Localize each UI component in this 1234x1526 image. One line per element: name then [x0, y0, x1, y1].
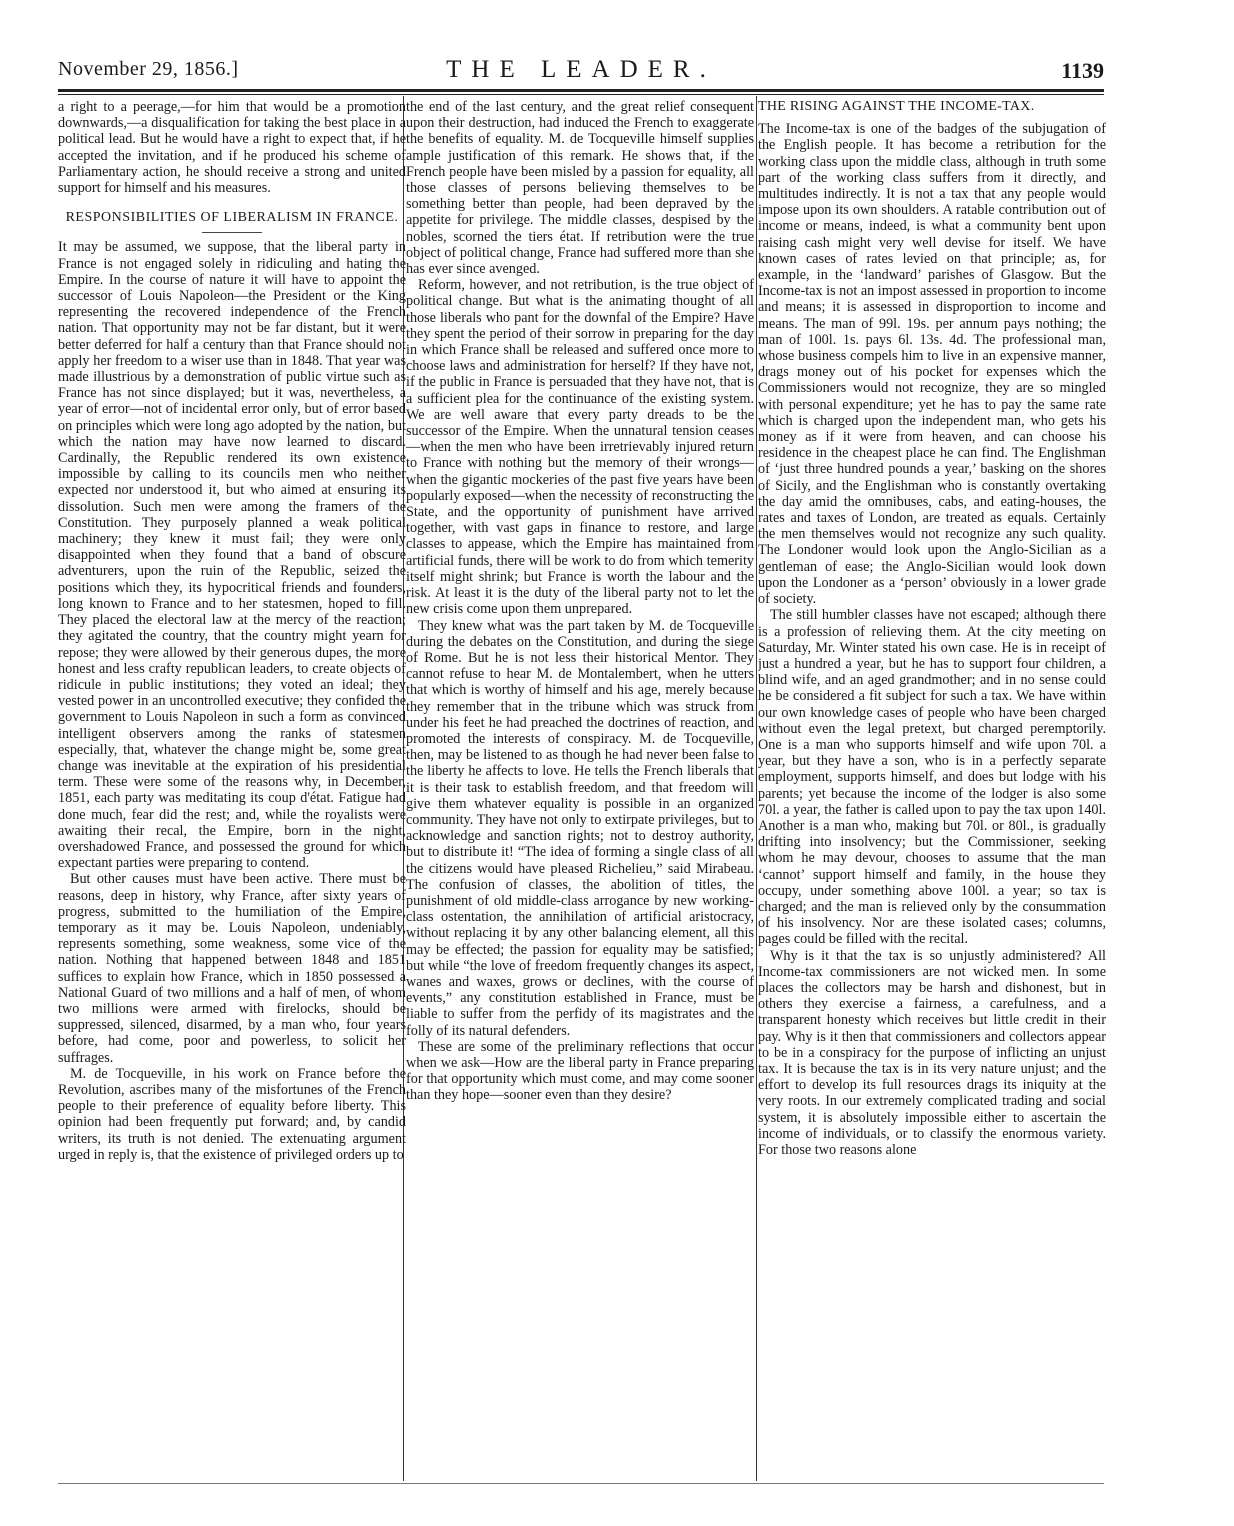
- paragraph: a right to a peerage,—for him that would be a promotion downwards,—a disqualification for taking the best place in a political lead. But he would have a right to expect that, if he accepted the invitation, and if he produced his scheme of Parliamentary action, he should receive a strong and united support for himself and his measures.: [58, 99, 406, 197]
- issue-date: November 29, 1856.]: [58, 58, 239, 80]
- paragraph: The still humbler classes have not escaped; although there is a profession of relieving them. At the city meeting on Saturday, Mr. Winter stated his own case. He is in receipt of just a hundred a year, but he has to support four children, a blind wife, and an aged grandmother; and in no sense could he be considered a fit subject for such a tax. We have within our own knowledge cases of people who have been charged without even the legal pretext, but charged peremptorily. One is a man who supports himself and wife upon 70l. a year, but they have a son, who is in a perfectly separate employment, supports himself, and does but lodge with his parents; yet because the income of the lodger is also some 70l. a year, the father is called upon to pay the tax upon 140l. Another is a man who, making but 70l. or 80l., is gradually drifting into insolvency; but the Commissioner, seeking whom he may devour, chooses to assume that the man ‘cannot’ support himself and family, in the house they occupy, under something above 100l. a year; so tax is charged; and the man is relieved only by the consummation of his insolvency. Nor are these isolated cases; columns, pages could be filled with the recital.: [758, 607, 1106, 948]
- paragraph: It may be assumed, we suppose, that the liberal party in France is not engaged solely in ridiculing and hating the Empire. In the course of nature it will have to appoint the successor of Louis Napoleon—the President or the King representing the recovered independence of the French nation. That opportunity may not be far distant, but it were better deferred for half a century than that France should not apply her freedom to a wiser use than in 1848. That year was made illustrious by a demonstration of public virtue such as France has not since displayed; but it was, nevertheless, a year of error—not of incidental error only, but of error based on principles which were long ago adopted by the nation, but which the nation may have now learned to discard. Cardinally, the Republic rendered its own existence impossible by calling to its councils men who neither expected nor understood it, but who aimed at ensuring its dissolution. Such men were among the framers of the Constitution. They purposely planned a weak political machinery; they knew it must fail; they were only disappointed when they found that a band of obscure adventurers, upon the ruin of the Republic, seized the positions which they, its hypocritical friends and founders, long known to France and to her statesmen, hoped to fill. They placed the electoral law at the mercy of the reaction; they agitated the country, that the country might yearn for repose; they were allowed by their generous dupes, the more honest and less crafty republican leaders, to create objects of ridicule in public institutions; they voted an ideal; they vested power in an uncontrolled executive; they confided the government to Louis Napoleon in such a form as convinced intelligent observers among the ranks of statesmen especially, that, whatever the change might be, some great change was inevitable at the expiration of his presidential term. These were some of the reasons why, in December, 1851, each party was meditating its coup d'état. Fatigue had done much, fear did the rest; and, while the royalists were awaiting their recal, the Empire, born in the night, overshadowed France, and possessed the ground for which expectant parties were preparing to contend.: [58, 239, 406, 872]
- paragraph: But other causes must have been active. There must be reasons, deep in history, why France, after sixty years of progress, submitted to the humiliation of the Empire, temporary as it may be. Louis Napoleon, undeniably, represents something, some weakness, some vice of the nation. Nothing that happened between 1848 and 1851 suffices to explain how France, which in 1850 possessed a National Guard of two millions and a half of men, of whom two millions were armed with firelocks, should be suppressed, silenced, disarmed, by a man who, four years before, had come, poor and powerless, to solicit her suffrages.: [58, 871, 406, 1066]
- paragraph: Reform, however, and not retribution, is the true object of political change. But what is the animating thought of all those liberals who pant for the downfal of the Empire? Have they spent the period of their sorrow in preparing for the day in which France shall be released and suffered once more to choose laws and administration for herself? If they have not, if the public in France is persuaded that they have not, that is a sufficient plea for the continuance of the existing system. We are well aware that every party dreads to be the successor of the Empire. When the unnatural tension ceases—when the men who have been irretrievably injured return to France with nothing but the memory of their wrongs—when the gigantic mockeries of the past five years have been popularly exposed—when the necessity of reconstructing the State, and the opportunity of punishment have arrived together, with vast gaps in finance to restore, and large classes to appease, which the Empire has maintained from artificial funds, there will be work to do from which temerity itself might shrink; but France is worth the labour and the risk. At least it is the duty of the liberal party not to let the new crisis come upon them unprepared.: [406, 277, 754, 618]
- paragraph: the end of the last century, and the great relief consequent upon their destruction, had induced the French to exaggerate the benefits of equality. M. de Tocqueville himself supplies ample justification of this remark. He shows that, if the French people have been misled by a passion for equality, all those classes of persons believing themselves to be something better than people, had been depraved by the appetite for privilege. The middle classes, despised by the nobles, scorned the tiers état. If retribution were the true object of political change, France had suffered more than she has ever since avenged.: [406, 99, 754, 278]
- masthead-title: THE LEADER.: [446, 56, 716, 83]
- paragraph: These are some of the preliminary reflections that occur when we ask—How are the liberal party in France preparing for that opportunity which must come, and may come sooner than they hope—sooner even than they desire?: [406, 1038, 754, 1104]
- column-1: [58, 99, 406, 1479]
- column-3: [758, 99, 1106, 1479]
- page-header: [58, 56, 1104, 90]
- header-rule-thin: [58, 94, 1104, 95]
- article-heading: THE RISING AGAINST THE INCOME-TAX.: [758, 99, 1035, 114]
- paragraph: The Income-tax is one of the badges of the subjugation of the English people. It has become a retribution for the working class upon the middle class, although in truth some part of the working class suffers from it directly, and multitudes indirectly. It is not a tax that any people would impose upon its own shoulders. A ratable contribution out of income or means, indeed, is what a community bent upon raising cash might very well devise for itself. We have known cases of rates levied on that principle; as, for example, in the ‘landward’ parishes of Glasgow. But the Income-tax is not an impost assessed in proportion to income and means; it is assessed in disproportion to income and means. The man of 99l. 19s. per annum pays nothing; the man of 100l. 1s. pays 6l. 13s. 4d. The professional man, whose business compels him to live in an expensive manner, drags money out of his pocket for expenses which the Commissioners would not recognize, they are so mingled with personal expenditure; yet he has to pay the same rate which is charged upon the independent man, who gets his money as if it were from heaven, and can choose his residence in the cheapest place he can find. The Englishman of ‘just three hundred pounds a year,’ basking on the shores of Sicily, and the Englishman who is constantly overtaking the day amid the omnibuses, cabs, and eating-houses, the rates and taxes of London, are treated as equals. Certainly the men themselves would not recognize any such quality. The Londoner would look upon the Anglo-Sicilian as a gentleman of ease; the Anglo-Sicilian would look down upon the Londoner as a ‘person’ obviously in a lower grade of society.: [758, 121, 1106, 608]
- article-heading: RESPONSIBILITIES OF LIBERALISM IN FRANCE.: [65, 210, 399, 226]
- paragraph: They knew what was the part taken by M. de Tocqueville during the debates on the Constitution, and during the siege of Rome. But he is not less their historical Mentor. They cannot refuse to hear M. de Montalembert, when he utters that which is worthy of himself and his age, merely because they remember that in the tribune which was struck from under his feet he had preached the doctrines of reaction, and promoted the interests of conspiracy. M. de Tocqueville, then, may be listened to as though he had never been false to the liberty he affects to love. He tells the French liberals that it is their task to establish freedom, and that freedom will give them whatever equality is possible in an organized community. They have not only to extirpate privileges, but to acknowledge and sanction rights; not to destroy authority, but to distribute it! “The idea of forming a single class of all the citizens would have pleased Richelieu,” said Mirabeau. The confusion of classes, the abolition of titles, the punishment of old middle-class arrogance by new working-class ostentation, the annihilation of artificial aristocracy, without replacing it by any other balancing element, all this may be effected; the passion for equality may be satisfied; but while “the love of freedom frequently changes its aspect, wanes and waxes, grows or declines, with the course of events,” any constitution established in France, must be liable to suffer from the perfidy of its magistrates and the folly of its natural defenders.: [406, 617, 754, 1039]
- paragraph: Why is it that the tax is so unjustly administered? All Income-tax commissioners are not wicked men. In some places the collectors may be harsh and dishonest, but in others they exercise a fairness, a carefulness, and a transparent honesty which receives but little credit in their pay. Why is it then that commissioners and collectors appear to be in a conspiracy for the purpose of inflicting an unjust tax. It is because the tax is in its very nature unjust; and the effort to develop its full resources drags its iniquity at the very roots. In our extremely complicated trading and social system, it is absolutely impossible either to ascertain the income of individuals, or to classify the enormous variety. For those two reasons alone: [758, 947, 1106, 1158]
- header-rule: [58, 89, 1104, 92]
- column-2: [406, 99, 754, 1479]
- page-number: 1139: [1061, 58, 1104, 83]
- column-divider: [756, 96, 757, 1481]
- bottom-rule: [58, 1483, 1104, 1484]
- paragraph: M. de Tocqueville, in his work on France before the Revolution, ascribes many of the misfortunes of the French people to their preference of equality before liberty. This opinion had been frequently put forward; and, by candid writers, its truth is not denied. The extenuating argument urged in reply is, that the existence of privileged orders up to: [58, 1065, 406, 1163]
- heading-rule: [202, 232, 262, 233]
